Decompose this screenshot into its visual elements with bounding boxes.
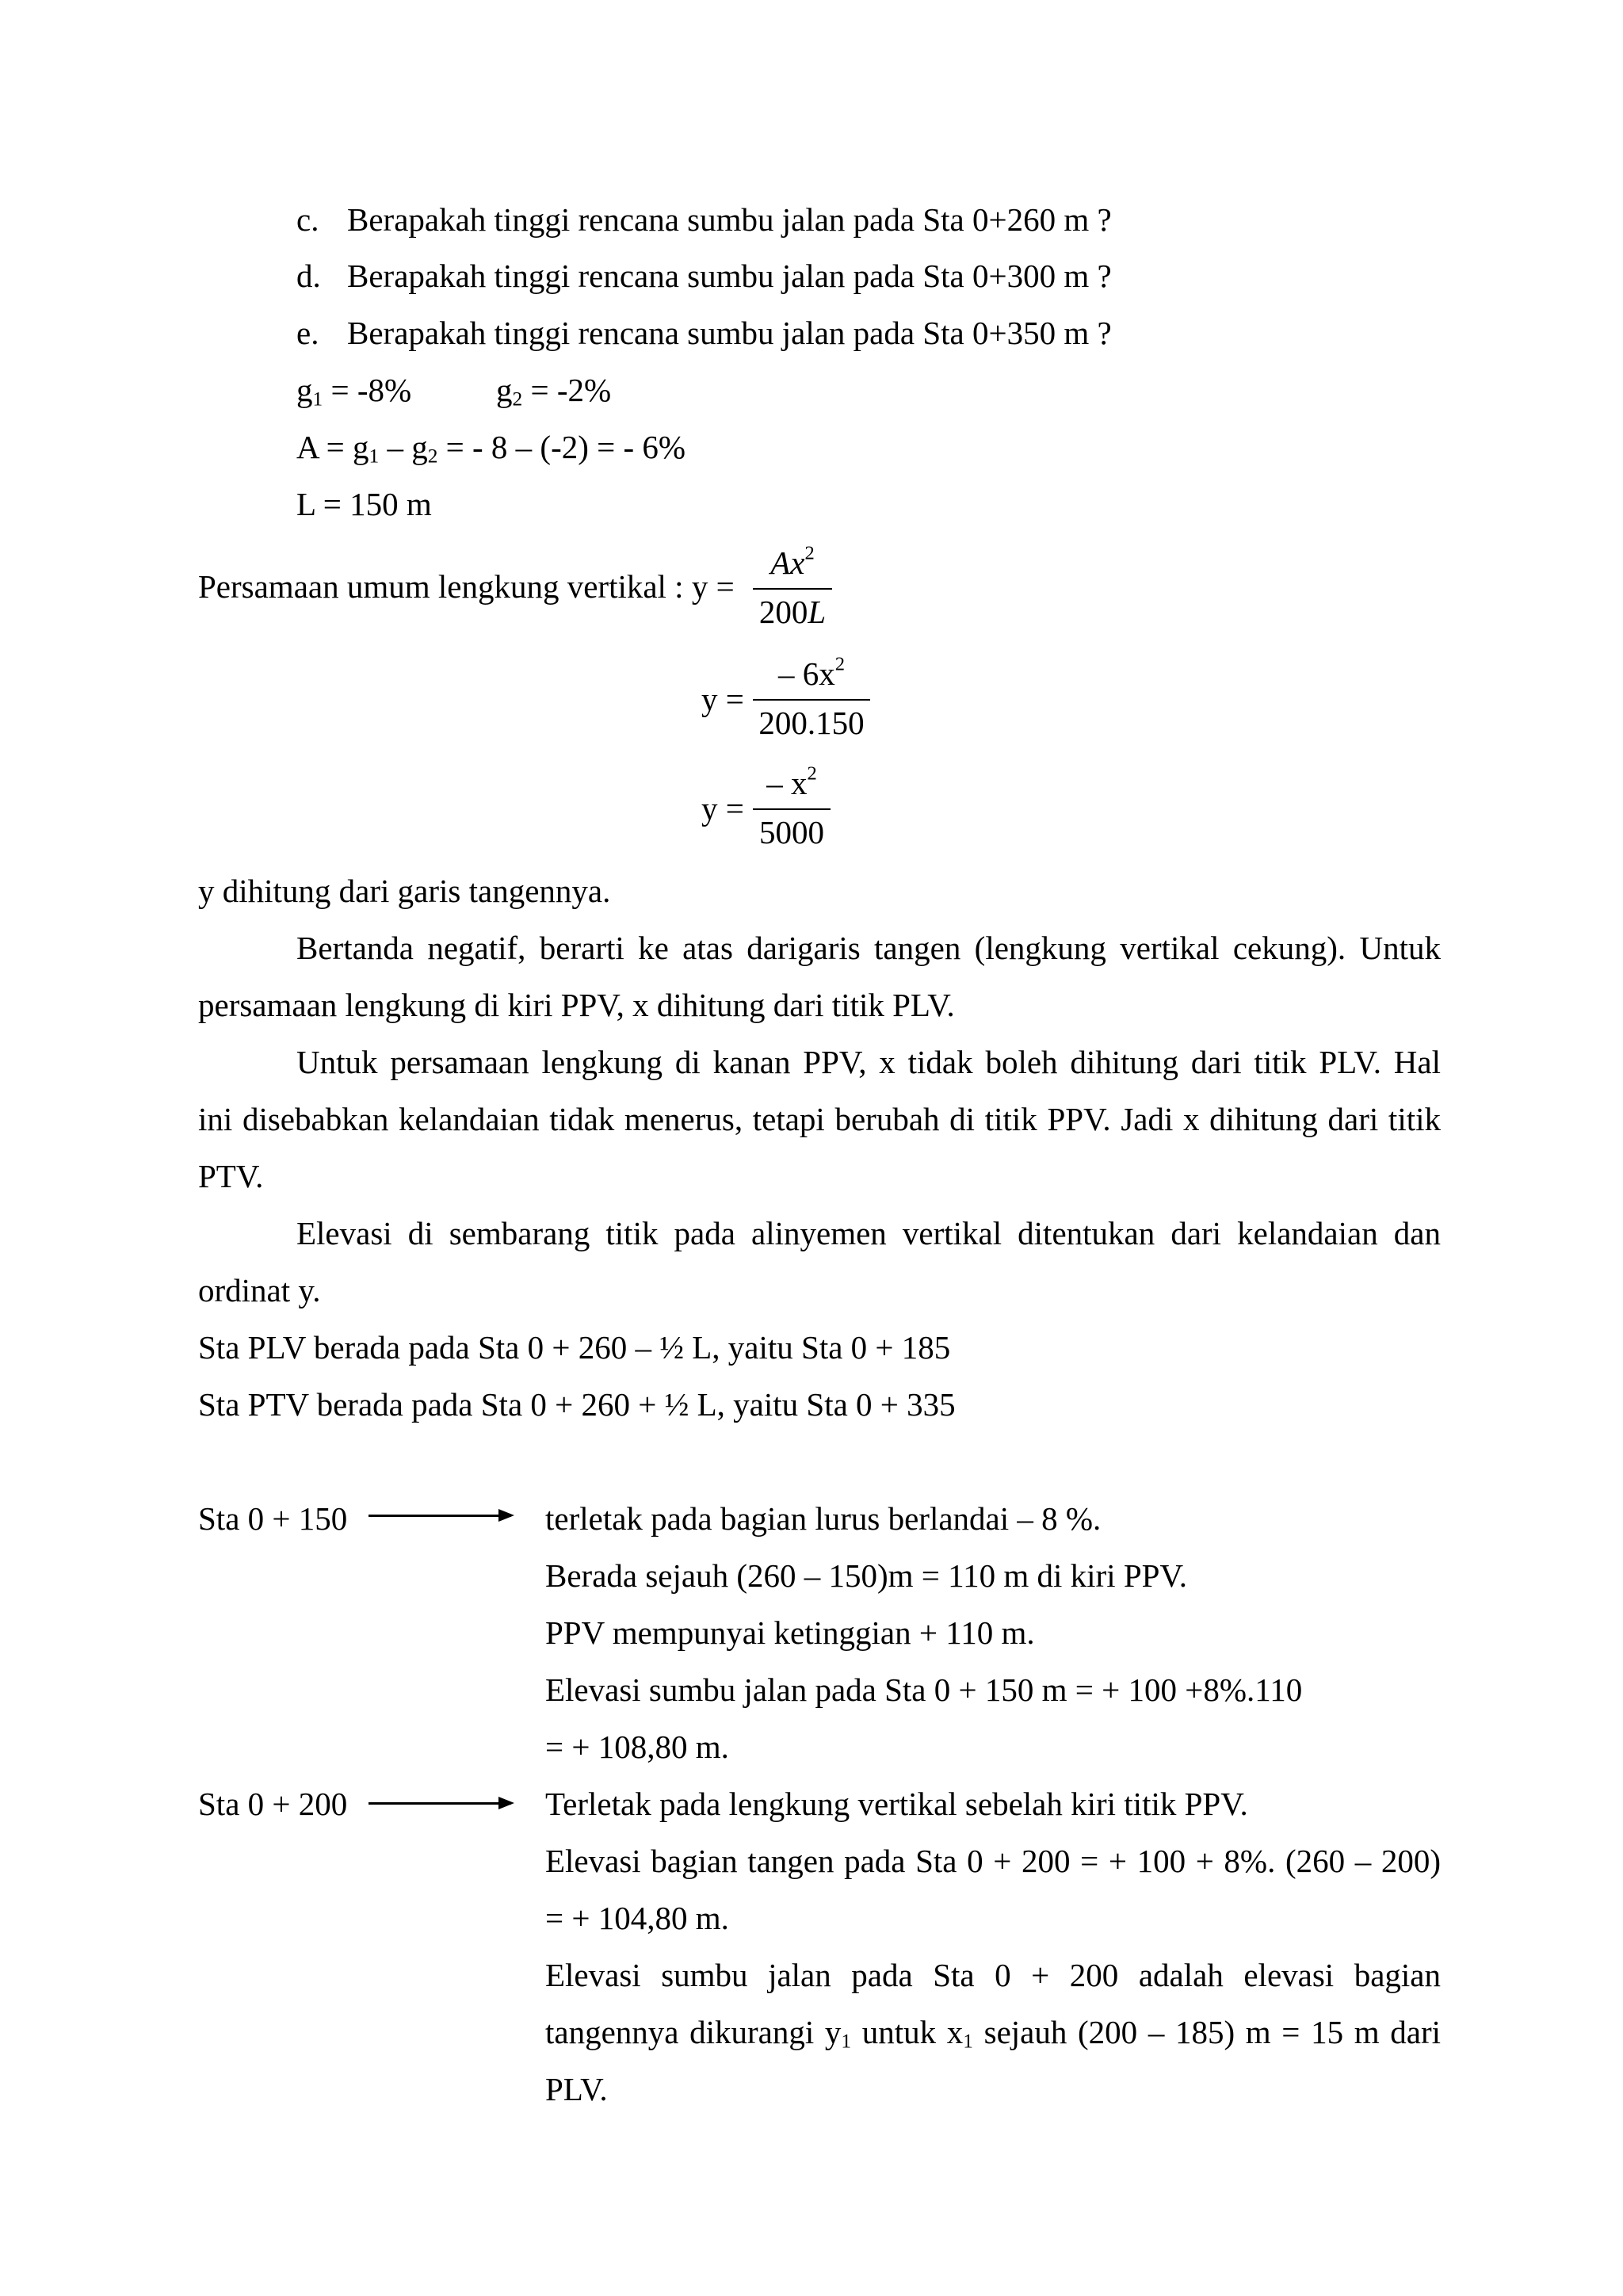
fraction-simplified-denominator: 5000 <box>759 814 824 850</box>
sta200-line-3: = + 104,80 m. <box>545 1900 729 1936</box>
sta150-line-4: Elevasi sumbu jalan pada Sta 0 + 150 m = + 100 +8%.110 <box>545 1671 1303 1708</box>
paragraph-1: y dihitung dari garis tangennya. <box>198 873 611 909</box>
plv-station: Sta PLV berada pada Sta 0 + 260 – ½ L, yaitu Sta 0 + 185 <box>198 1329 951 1366</box>
question-c: c. Berapakah tinggi rencana sumbu jalan pada Sta 0+260 m ? <box>296 201 1112 238</box>
sta200-label: Sta 0 + 200 <box>198 1786 348 1822</box>
fraction-general-denominator: 200L <box>758 594 827 630</box>
right-arrow-icon <box>369 1802 511 1805</box>
given-g1: $g_1 = -8\%$ <box>296 372 412 411</box>
equation-intro: Persamaan umum lengkung vertikal : y = <box>198 568 735 605</box>
sta200-line-2: Elevasi bagian tangen pada Sta 0 + 200 = + 100 + 8%. (260 – 200) <box>545 1843 1441 1879</box>
fraction-general-numerator: Ax$^2$ <box>770 542 815 581</box>
sta150-label: Sta 0 + 150 <box>198 1500 348 1537</box>
paragraph-2-line-1: Bertanda negatif, berarti ke atas darigaris tangen (lengkung vertikal cekung). Untuk <box>296 930 1441 966</box>
fraction-simplified <box>753 762 831 854</box>
paragraph-4-line-1: Elevasi di sembarang titik pada alinyemen vertikal ditentukan dari kelandaian dan <box>296 1215 1441 1251</box>
sta150-line-5: = + 108,80 m. <box>545 1729 729 1765</box>
given-l: L = 150 m <box>296 486 432 522</box>
paragraph-4-line-2: ordinat y. <box>198 1272 321 1308</box>
question-e: e. Berapakah tinggi rencana sumbu jalan pada Sta 0+350 m ? <box>296 315 1112 351</box>
fraction-substituted <box>753 653 870 745</box>
fraction-simplified-numerator: – $x^2$ <box>766 762 817 801</box>
fraction-substituted-denominator: 200.150 <box>758 705 865 741</box>
sta150-line-3: PPV mempunyai ketinggian + 110 m. <box>545 1614 1035 1651</box>
fraction-general <box>753 542 832 634</box>
right-arrow-icon <box>369 1515 511 1517</box>
ptv-station: Sta PTV berada pada Sta 0 + 260 + ½ L, yaitu Sta 0 + 335 <box>198 1386 956 1423</box>
fraction-substituted-numerator: – $6x^2$ <box>777 653 846 692</box>
sta200-line-6: PLV. <box>545 2071 608 2107</box>
paragraph-3-line-3: PTV. <box>198 1158 264 1194</box>
sta150-line-2: Berada sejauh (260 – 150)m = 110 m di kiri PPV. <box>545 1557 1188 1594</box>
equation-3-lhs: y = <box>701 790 744 827</box>
question-d: d. Berapakah tinggi rencana sumbu jalan pada Sta 0+300 m ? <box>296 258 1112 294</box>
paragraph-3-line-2: ini disebabkan kelandaian tidak menerus, tetapi berubah di titik PPV. Jadi x dihitung dari titik <box>198 1101 1441 1137</box>
paragraph-2-line-2: persamaan lengkung di kiri PPV, x dihitung dari titik PLV. <box>198 987 955 1023</box>
sta200-line-5: tangennya dikurangi $y_1$ untuk $x_1$ sejauh (200 – 185) m = 15 m dari <box>545 2014 1441 2053</box>
sta200-line-4: Elevasi sumbu jalan pada Sta 0 + 200 adalah elevasi bagian <box>545 1957 1441 1993</box>
given-a: $A = g_1 - g_2$ = - 8 – (-2) = - 6% <box>296 429 686 468</box>
given-g2: $g_2 = -2\%$ <box>496 372 612 411</box>
sta200-line-1: Terletak pada lengkung vertikal sebelah kiri titik PPV. <box>545 1786 1248 1822</box>
equation-2-lhs: y = <box>701 681 744 717</box>
paragraph-3-line-1: Untuk persamaan lengkung di kanan PPV, x tidak boleh dihitung dari titik PLV. Hal <box>296 1044 1441 1080</box>
sta150-line-1: terletak pada bagian lurus berlandai – 8 %. <box>545 1500 1102 1537</box>
